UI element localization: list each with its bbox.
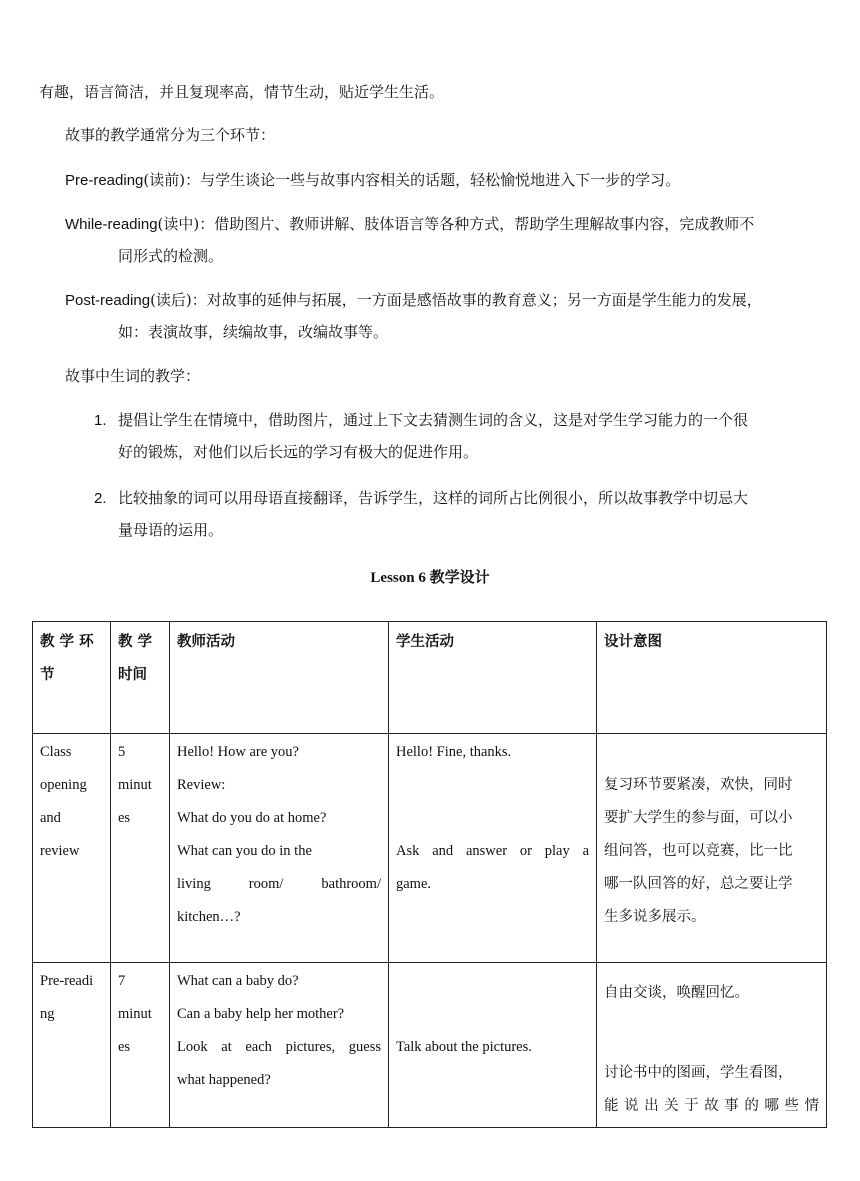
stage-while-reading: While-reading(读中)：借助图片、教师讲解、肢体语言等各种方式，帮助学生理解故事内容，完成教师不	[65, 215, 755, 233]
stage-post-reading-cont: 如：表演故事，续编故事，改编故事等。	[118, 323, 389, 341]
header-design-intent: 设计意图	[597, 622, 827, 734]
lesson-plan-table	[32, 621, 827, 1128]
table-header-row	[33, 622, 827, 734]
row-1-time: 5 minut es	[111, 734, 170, 963]
row-2-time: 7 minut es	[111, 963, 170, 1128]
stages-intro: 故事的教学通常分为三个环节：	[65, 126, 276, 144]
header-stage: 教 学 环 节	[33, 622, 111, 734]
vocab-item-2-line-1: 比较抽象的词可以用母语直接翻译，告诉学生，这样的词所占比例很小，所以故事教学中切忌大	[118, 489, 749, 507]
table-row	[33, 734, 827, 963]
intro-line: 有趣，语言简洁，并且复现率高，情节生动，贴近学生生活。	[39, 83, 445, 101]
vocab-item-2-line-2: 量母语的运用。	[118, 521, 224, 539]
row-1-stage: Class opening and review	[33, 734, 111, 963]
stage-while-reading-cont: 同形式的检测。	[118, 247, 224, 265]
header-teacher-activity: 教师活动	[170, 622, 389, 734]
row-1-teacher: Hello! How are you? Review: What do you do at home? What can you do in the living room/ bathroom/ kitchen…?	[170, 734, 389, 963]
row-2-intent: 自由交谈，唤醒回忆。 讨论书中的图画，学生看图， 能说出关于故事的哪些情	[597, 963, 827, 1128]
table-title: Lesson 6 教学设计	[370, 570, 490, 586]
header-time: 教 学 时间	[111, 622, 170, 734]
vocab-item-1-line-1: 提倡让学生在情境中，借助图片，通过上下文去猜测生词的含义，这是对学生学习能力的一个很	[118, 411, 749, 429]
row-1-intent: 复习环节要紧凑，欢快，同时 要扩大学生的参与面，可以小 组问答，也可以竞赛，比一比 哪一队回答的好，总之要让学 生多说多展示。	[597, 734, 827, 963]
row-2-student: Talk about the pictures.	[389, 963, 597, 1128]
vocab-item-1: 1.	[94, 412, 107, 429]
vocab-item-2: 2.	[94, 490, 107, 507]
stage-pre-reading: Pre-reading(读前)：与学生谈论一些与故事内容相关的话题，轻松愉悦地进入下一步的学习。	[65, 171, 681, 189]
table-row	[33, 963, 827, 1128]
stage-post-reading: Post-reading(读后)：对故事的延伸与拓展，一方面是感悟故事的教育意义；另一方面是学生能力的发展，	[65, 291, 762, 309]
row-2-stage: Pre-readi ng	[33, 963, 111, 1128]
row-1-student: Hello! Fine, thanks. Ask and answer or play a game.	[389, 734, 597, 963]
vocab-item-1-line-2: 好的锻炼，对他们以后长远的学习有极大的促进作用。	[118, 443, 479, 461]
row-2-teacher: What can a baby do? Can a baby help her mother? Look at each pictures, guess what happened?	[170, 963, 389, 1128]
vocab-intro: 故事中生词的教学：	[65, 367, 201, 385]
header-student-activity: 学生活动	[389, 622, 597, 734]
